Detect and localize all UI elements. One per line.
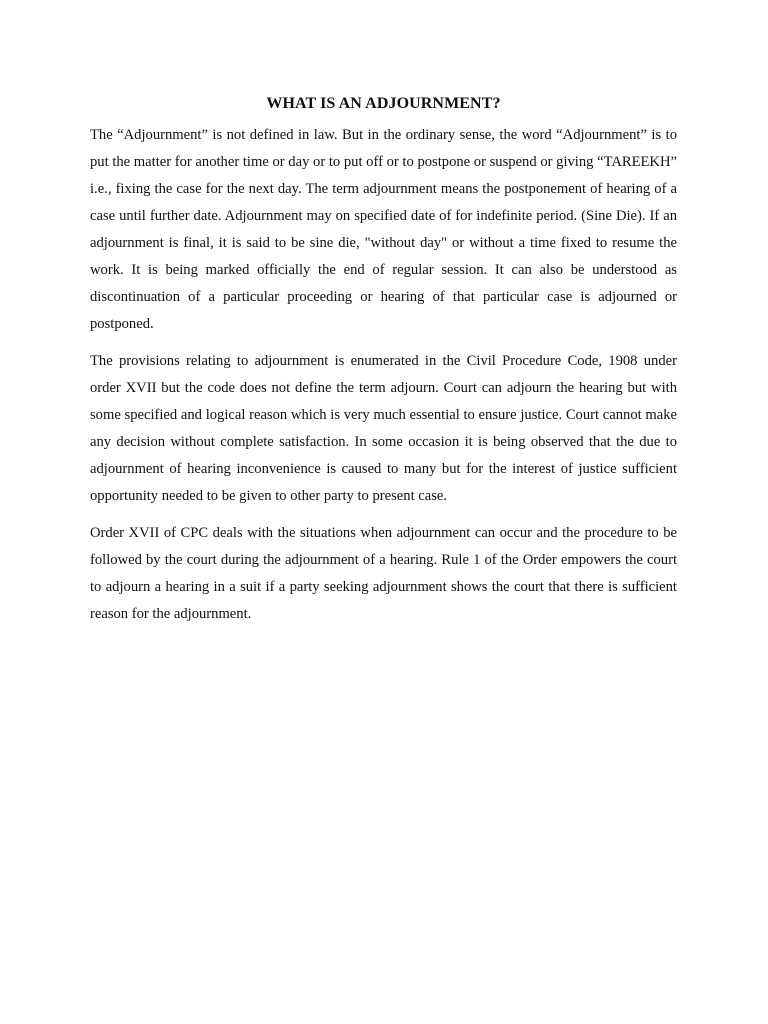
document-title: WHAT IS AN ADJOURNMENT?	[266, 95, 501, 112]
document-body	[90, 92, 677, 638]
paragraph-provisions: The provisions relating to adjournment is enumerated in the Civil Procedure Code, 1908 under order XVII but the code does not define the term adjourn. Court can adjourn the hearing but with some specified and logical reason which is very much essential to ensure justice. Court cannot make any decision without complete satisfaction. In some occasion it is being observed that the due to adjournment of hearing inconvenience is caused to many but for the interest of justice sufficient opportunity needed to be given to other party to present case.	[90, 353, 677, 504]
paragraph-order-xvii: Order XVII of CPC deals with the situations when adjournment can occur and the procedure to be followed by the court during the adjournment of a hearing. Rule 1 of the Order empowers the court to adjourn a hearing in a suit if a party seeking adjournment shows the court that there is sufficient reason for the adjournment.	[90, 525, 677, 622]
paragraph-definition: The “Adjournment” is not defined in law. But in the ordinary sense, the word “Adjournment” is to put the matter for another time or day or to put off or to postpone or suspend or giving “TAREEKH” i.e., fixing the case for the next day. The term adjournment means the postponement of hearing of a case until further date. Adjournment may on specified date of for indefinite period. (Sine Die). If an adjournment is final, it is said to be sine die, "without day" or without a time fixed to resume the work. It is being marked officially the end of regular session. It can also be understood as discontinuation of a particular proceeding or hearing of that particular case is adjourned or postponed.	[90, 127, 677, 332]
